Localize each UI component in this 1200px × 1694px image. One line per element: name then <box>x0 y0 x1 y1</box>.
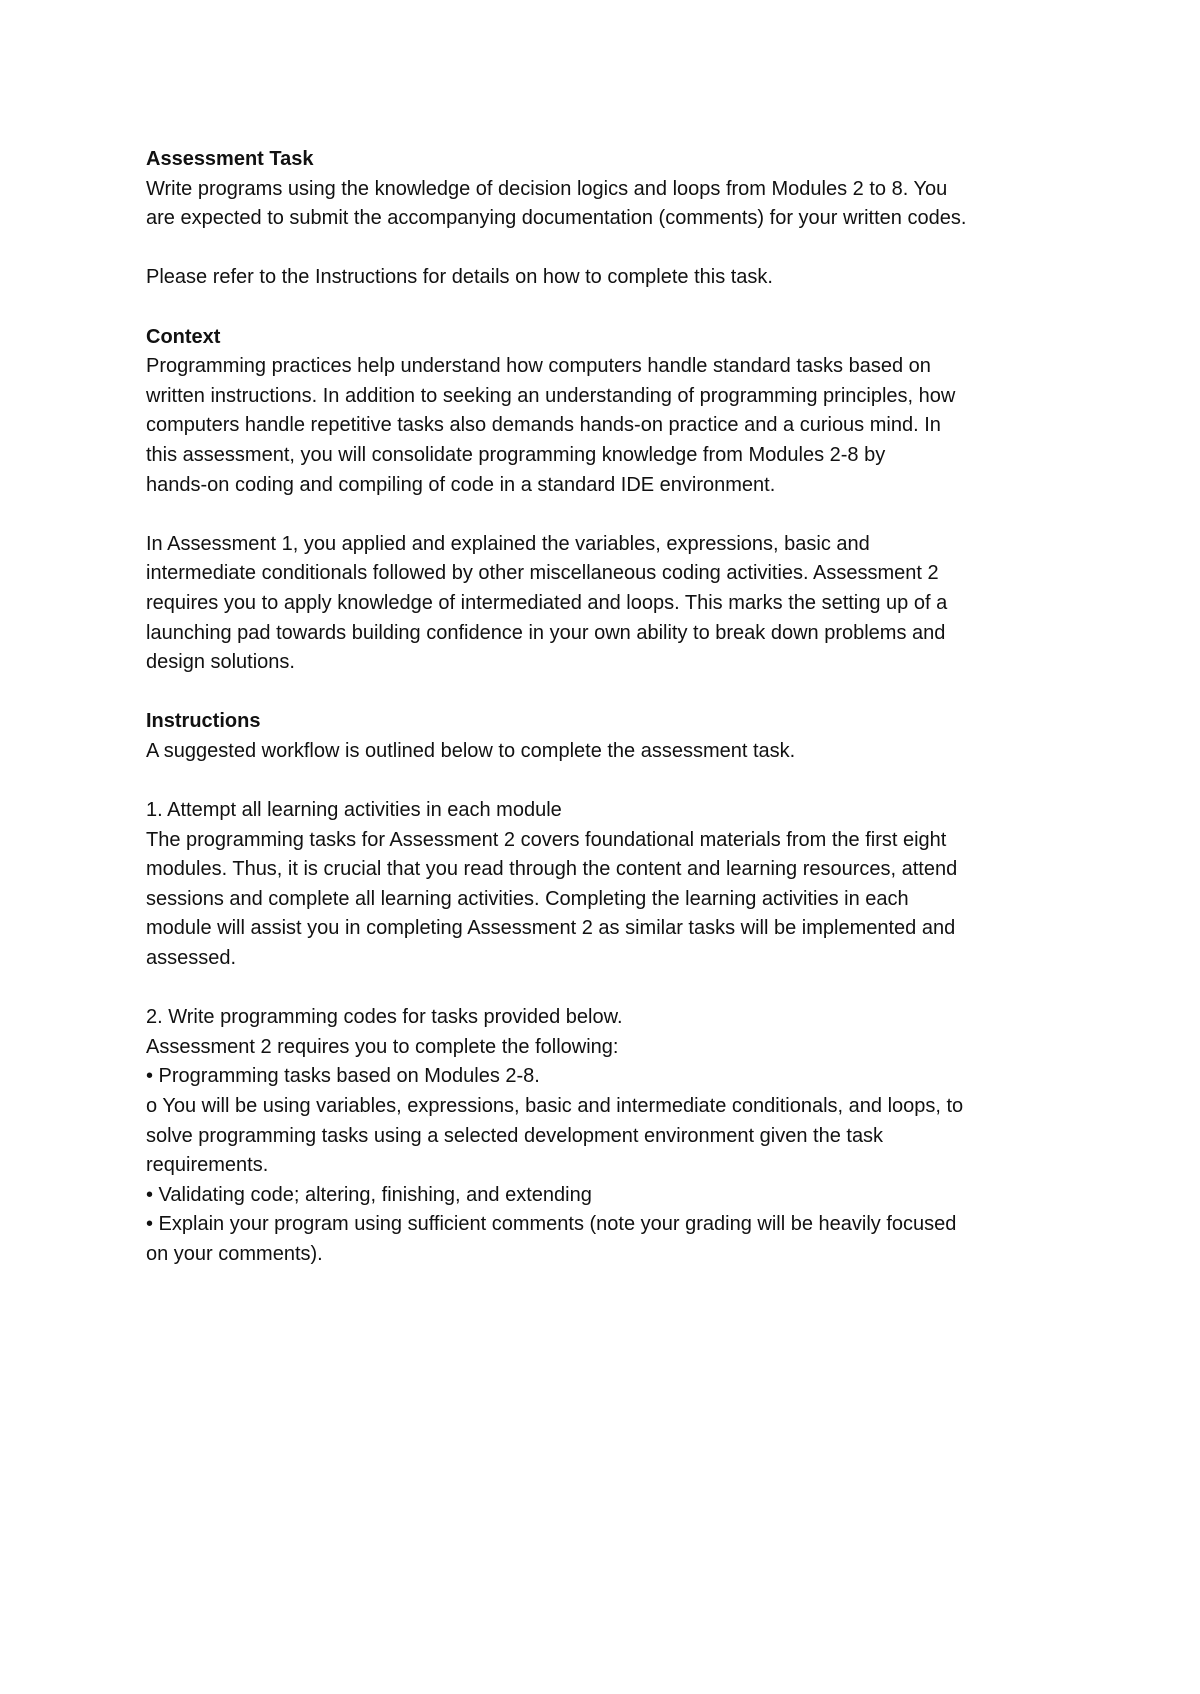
assessment-task-heading: Assessment Task <box>146 148 314 170</box>
step1-line: module will assist you in completing Assessment 2 as similar tasks will be implemented and <box>146 917 956 940</box>
step2-subitem: solve programming tasks using a selected development environment given the task <box>146 1124 884 1147</box>
step1-line: 1. Attempt all learning activities in each module <box>146 799 562 822</box>
step2-bullet: • Validating code; altering, finishing, and extending <box>146 1183 592 1206</box>
paragraph-spacer <box>146 234 1076 264</box>
step1-line: sessions and complete all learning activities. Completing the learning activities in each <box>146 887 909 910</box>
assessment-task-line: are expected to submit the accompanying documentation (comments) for your written codes. <box>146 207 967 230</box>
context-line: intermediate conditionals followed by other miscellaneous coding activities. Assessment 2 <box>146 562 939 585</box>
context-line: In Assessment 1, you applied and explained the variables, expressions, basic and <box>146 532 870 555</box>
step2-bullet: • Programming tasks based on Modules 2-8. <box>146 1065 540 1088</box>
step1-line: modules. Thus, it is crucial that you read through the content and learning resources, attend <box>146 858 958 881</box>
step2-subitem: o You will be using variables, expressions, basic and intermediate conditionals, and loops, to <box>146 1095 964 1117</box>
context-line: Programming practices help understand how computers handle standard tasks based on <box>146 355 931 378</box>
step2-line: Assessment 2 requires you to complete the following: <box>146 1035 619 1058</box>
context-line: this assessment, you will consolidate programming knowledge from Modules 2-8 by <box>146 443 886 466</box>
paragraph-spacer <box>146 293 1076 323</box>
paragraph-spacer <box>146 974 1076 1004</box>
context-line: computers handle repetitive tasks also demands hands-on practice and a curious mind. In <box>146 414 941 437</box>
assessment-task-line: Write programs using the knowledge of decision logics and loops from Modules 2 to 8. You <box>146 177 948 200</box>
paragraph-spacer <box>146 766 1076 796</box>
context-line: design solutions. <box>146 651 295 674</box>
step2-subitem: requirements. <box>146 1154 269 1177</box>
instructions-intro: A suggested workflow is outlined below to complete the assessment task. <box>146 739 796 762</box>
step1-line: The programming tasks for Assessment 2 covers foundational materials from the first eight <box>146 828 947 851</box>
step1-line: assessed. <box>146 947 237 970</box>
context-line: written instructions. In addition to seeking an understanding of programming principles, how <box>146 384 956 407</box>
refer-instructions-line: Please refer to the Instructions for details on how to complete this task. <box>146 266 773 289</box>
paragraph-spacer <box>146 500 1076 530</box>
document-page <box>146 145 1076 1270</box>
instructions-heading: Instructions <box>146 710 261 733</box>
context-line: launching pad towards building confidence in your own ability to break down problems and <box>146 621 946 644</box>
context-line: requires you to apply knowledge of intermediated and loops. This marks the setting up of a <box>146 591 948 614</box>
step2-bullet: on your comments). <box>146 1242 323 1265</box>
context-line: hands-on coding and compiling of code in a standard IDE environment. <box>146 473 776 496</box>
step2-bullet: • Explain your program using sufficient comments (note your grading will be heavily focused <box>146 1213 957 1236</box>
paragraph-spacer <box>146 678 1076 708</box>
step2-line: 2. Write programming codes for tasks provided below. <box>146 1006 623 1029</box>
context-heading: Context <box>146 325 221 348</box>
